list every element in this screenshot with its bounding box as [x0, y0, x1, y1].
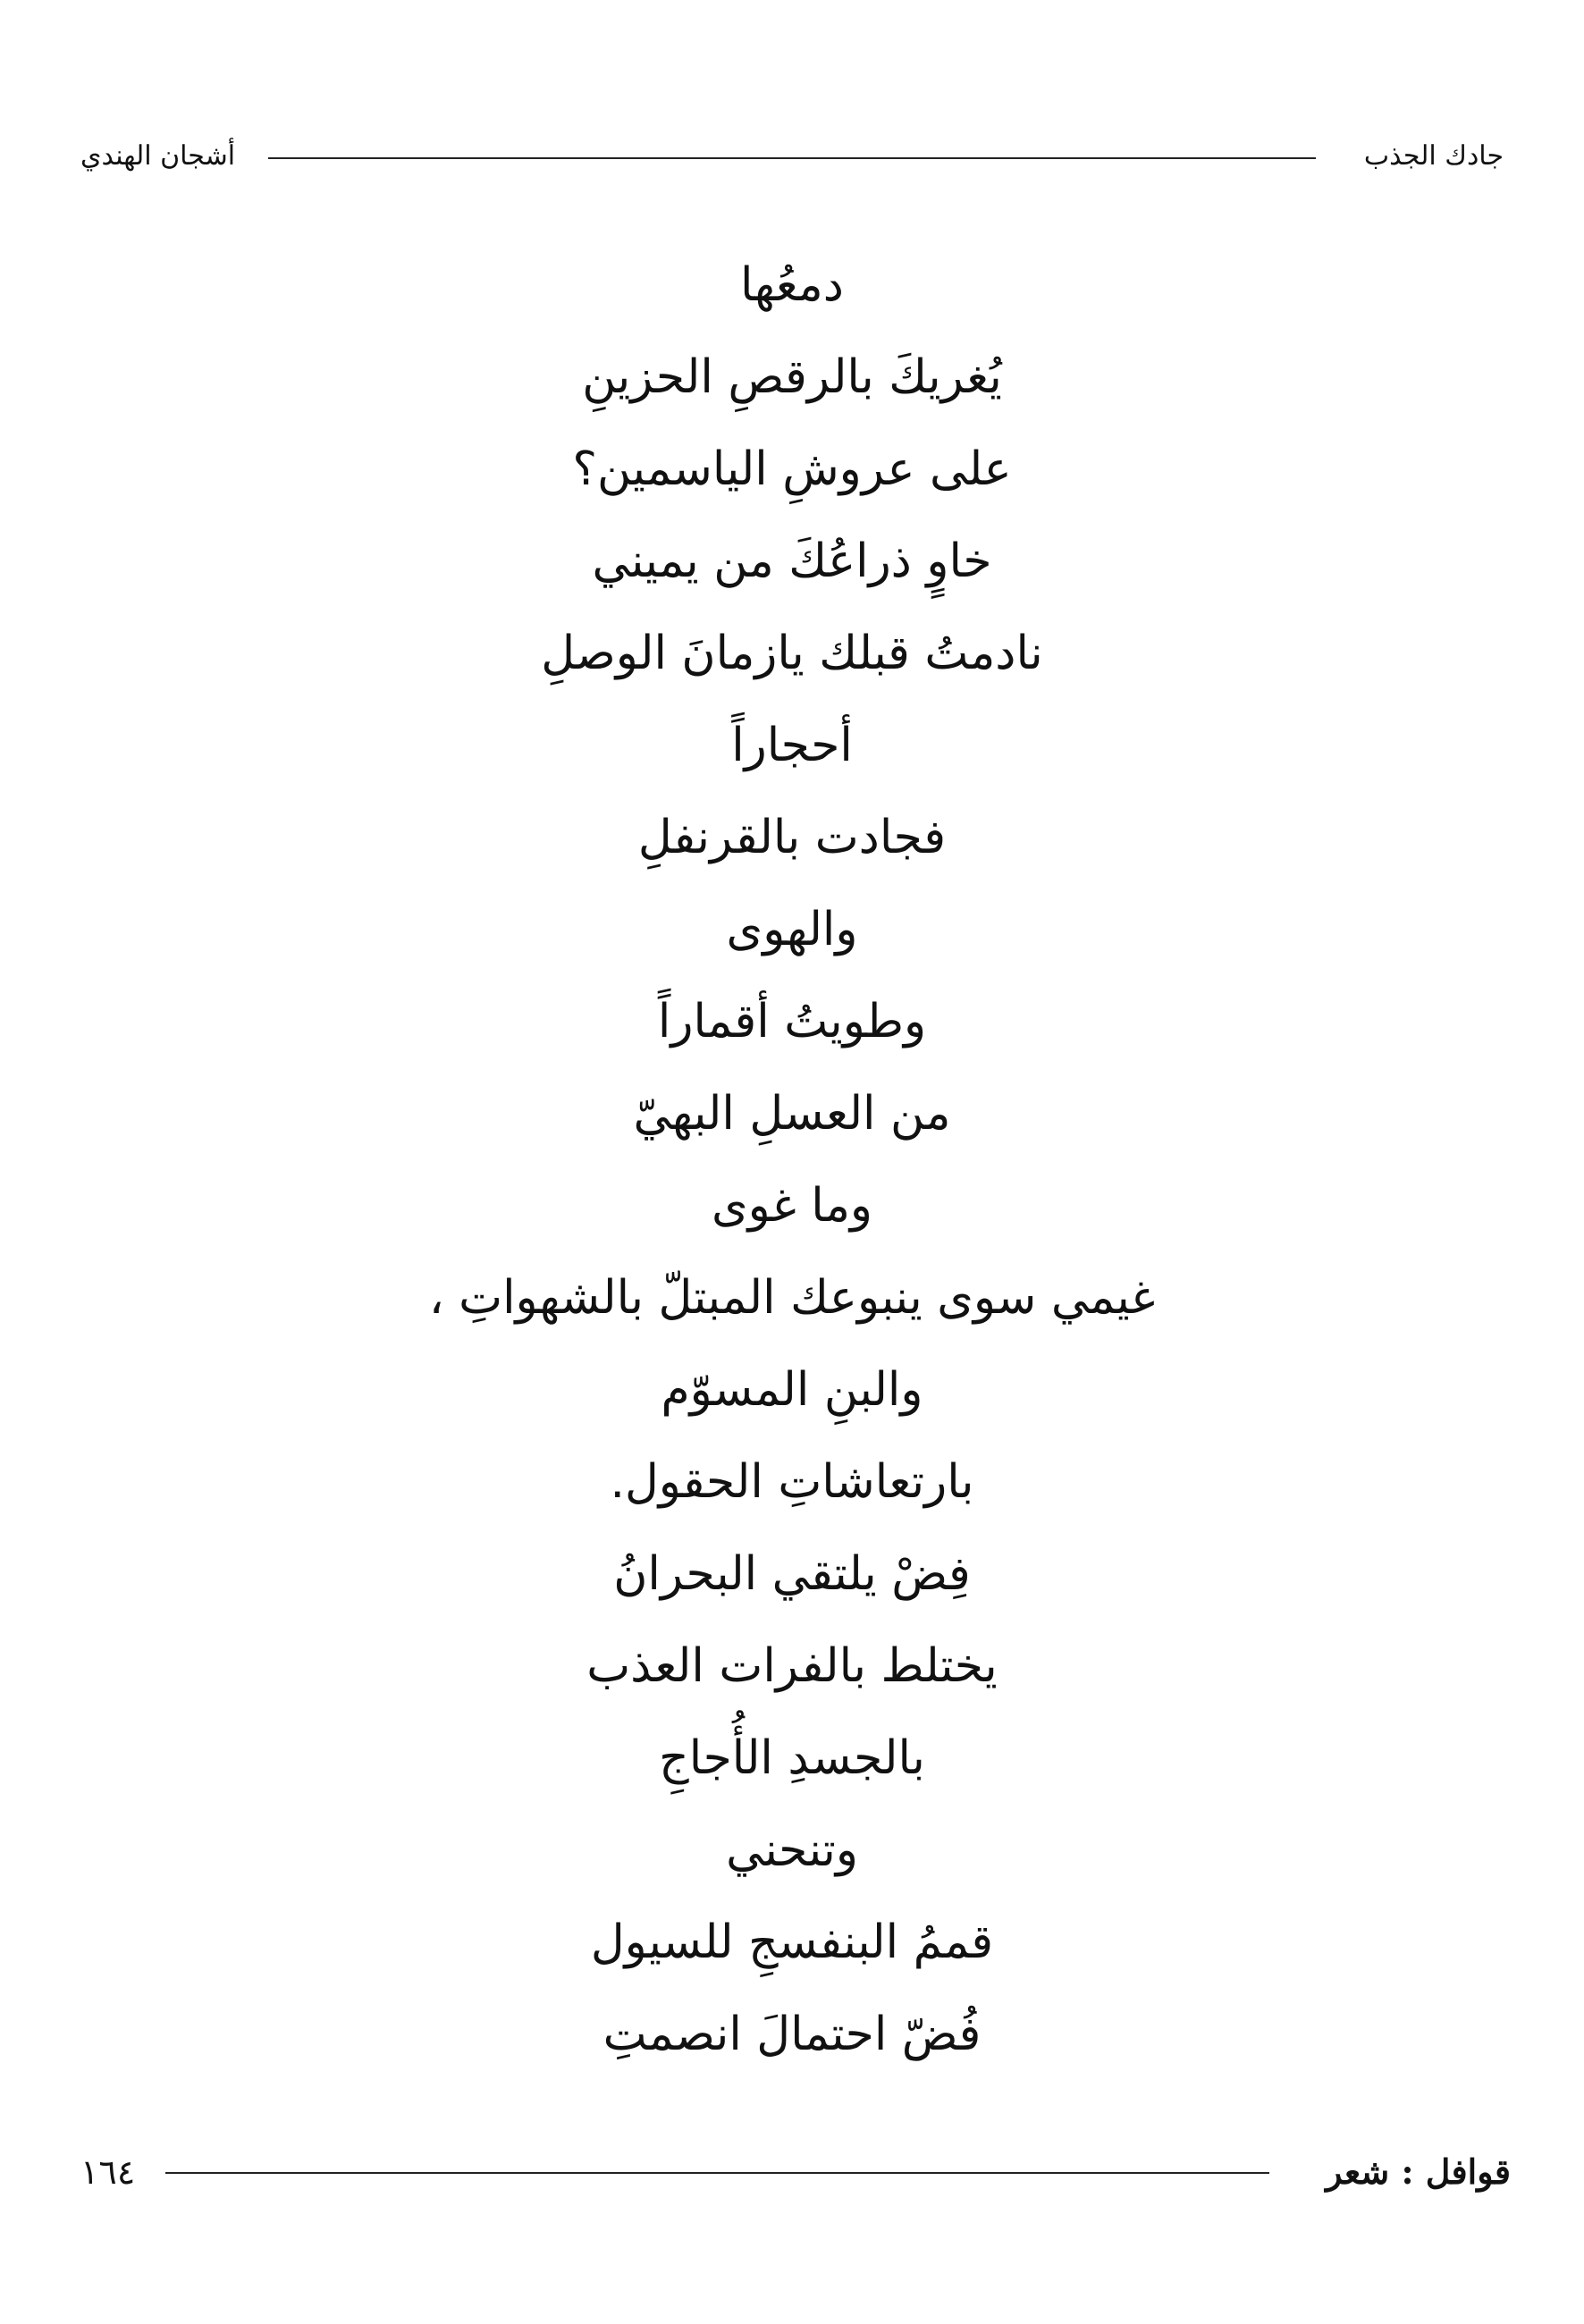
- poem-line: خاوٍ ذراعُكَ من يميني: [592, 535, 992, 588]
- poem-line: غيمي سوى ينبوعك المبتلّ بالشهواتِ ،: [428, 1271, 1156, 1325]
- poem-line: قممُ البنفسجِ للسيول: [590, 1916, 994, 1969]
- header-rule: [268, 157, 1316, 159]
- poem-line: يختلط بالفرات العذب: [586, 1639, 998, 1693]
- header-title: أشجان الهندي: [80, 140, 236, 172]
- poem-line: بارتعاشاتِ الحقول.: [610, 1455, 974, 1509]
- poem-line: من العسلِ البهيّ: [633, 1087, 951, 1141]
- poem-body: [179, 240, 1405, 2081]
- poem-line: فجادت بالقرنفلِ: [637, 811, 947, 864]
- header-author: جادك الجذب: [1363, 140, 1504, 172]
- poem-line: وما غوى: [711, 1179, 873, 1233]
- running-header: [80, 134, 1504, 188]
- poem-line: وطويتُ أقماراً: [657, 995, 927, 1048]
- poem-line: دمعُها: [740, 258, 844, 312]
- poem-line: فُضّ احتمالَ انصمتِ: [602, 2008, 982, 2061]
- poem-line: والهوى: [726, 903, 858, 956]
- poem-line: على عروشِ الياسمين؟: [572, 442, 1012, 496]
- footer-book-title: قوافل : شعر: [1326, 2151, 1511, 2192]
- poem-line: بالجسدِ الأُجاجِ: [659, 1731, 925, 1785]
- poem-line: وتنحني: [726, 1823, 858, 1877]
- poem-line: يُغريكَ بالرقصِ الحزينِ: [582, 350, 1002, 404]
- page-number: ١٦٤: [80, 2152, 136, 2192]
- poem-line: نادمتُ قبلك يازمانَ الوصلِ: [541, 627, 1043, 680]
- poem-line: فِضْ يلتقي البحرانُ: [613, 1547, 971, 1601]
- running-footer: [80, 2145, 1511, 2208]
- poem-line: والبنِ المسوّم: [661, 1363, 923, 1417]
- poem-line: أحجاراً: [731, 719, 853, 772]
- footer-rule: [165, 2172, 1269, 2174]
